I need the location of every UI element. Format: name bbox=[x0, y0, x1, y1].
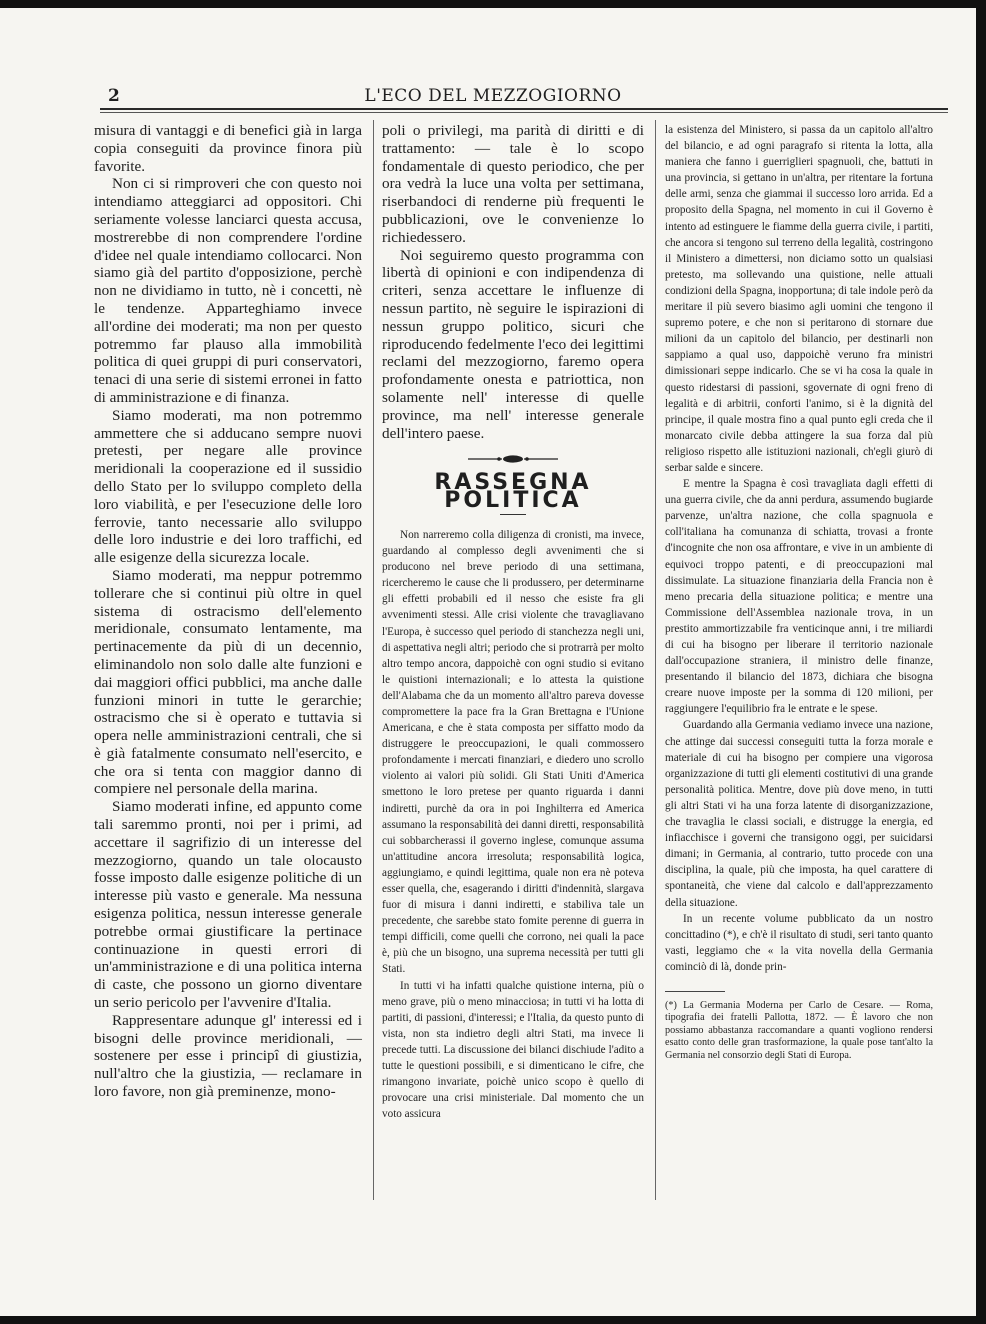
paragraph: Guardando alla Germania vediamo invece una nazione, che attinge dai successi conseguiti tutta la forza morale e materiale di cui ha bisogno per compiere una vigorosa organizzazione di tutti gli elementi costitutivi di una grande personalità politica. Mentre, dove più dove meno, in tutti gli altri Stati vi ha una forza latente di disorganizzazione, che travaglia le classi sociali, e distrugge la energia, ed infiacchisce i governi che transigono oggi, per suicidarsi dimani; in Germania, al contrario, tutto procede con una disciplina, la quale, più che imposta, ha quel carattere di spontaneità, che viene dal calcolo e dall'apprezzamento della situazione. bbox=[665, 719, 933, 909]
column-divider-1 bbox=[373, 120, 374, 1200]
scan-edge-top bbox=[0, 0, 986, 8]
article-column-1 bbox=[94, 122, 362, 1101]
section-heading: RASSEGNA POLITICA bbox=[434, 470, 592, 514]
paragraph: Non narreremo colla diligenza di cronisti, ma invece, guardando al complesso degli avvenimenti che si producono nel breve periodo di una settimana, ricercheremo le cause che li produssero, per determinarne gli effetti probabili ed il nesso che esiste fra gli avvenimenti stessi. Alle crisi violente che travagliavano l'Europa, è successo quel periodo di stanchezza negli uni, di aspettativa negli altri; periodo che si protrarrà per molto altro tempo ancora, dappoichè con ogni studio si evitano le quistioni internazionali; e lo attesta la quistione dell'Alabama che da un momento all'altro pareva dovesse compromettere la pace fra la Gran Brettagna e l'Unione Americana, e che è stata composta per siffatto modo da distruggere le preoccupazioni, le quali commossero profondamente i mercati finanziari, e diedero uno scrollo violento ai valori più solidi. Gli Stati Uniti d'America smettono le loro pretese per quanto riguarda i danni indiretti, purchè da ora in poi Inghilterra ed America assumano la responsabilità dei danni diretti, responsabilità cui sobbarcherassi il governo inglese, comunque assuma un'attitudine ancora irresoluta; responsabilità logica, aggiungiamo, e quindi legittima, quale non era nè poteva esser quella, che, esagerando i diritti d'indennità, slargava fuor di misura i danni indiretti, e stabiliva tale un precedente, che sarebbe stato fomite perenne di guerra in tempi difficili, come quelli che corrono, nei quali la pace è, più che un bisogno, una suprema necessità per tutti gli Stati. bbox=[382, 528, 644, 976]
paragraph: Rappresentare adunque gl' interessi ed i bisogni delle province meridionali, — sostenere per esse i principî di giustizia, null'altro che la giustizia, — reclamare in loro favore, non già preminenze, mono- bbox=[94, 1011, 362, 1101]
paragraph: In tutti vi ha infatti qualche quistione interna, più o meno grave, più o meno minacciosa; in tutti vi ha lotta di partiti, di passioni, d'interessi; e l'Italia, da questo punto di vista, non sta indietro degli altri Stati, ma invece li precede tutti. La discussione dei bilanci dischiude l'adito a tutte le questioni possibili, e si dimenticano le cifre, che rimangono invariate, poichè unico scopo è quello di provocare una crisi ministeriale. Dal momento che un voto assicura bbox=[382, 979, 644, 1121]
heading-underline bbox=[500, 514, 526, 515]
scan-edge-bottom bbox=[0, 1316, 986, 1324]
article-column-3 bbox=[665, 122, 933, 1062]
paragraph: Siamo moderati, ma neppur potremmo tollerare che si continui più oltre in quel sistema di ostracismo dell'elemento meridionale, consumato lentamente, ma pertinacemente da più di un decennio, eliminandolo non solo dalle alte funzioni e dai maggiori offici pubblici, ma anche dalle funzioni minori in tutte le gerarchie; ostracismo che si è operato e tuttavia si opera nelle amministrazioni centrali, che si è già fatalmente consumato nell'esercito, e che ora si tenta con maggior danno di compiere nel personale della marina. bbox=[94, 566, 362, 798]
page-number: 2 bbox=[108, 86, 120, 106]
newspaper-title: L'ECO DEL MEZZOGIORNO bbox=[364, 86, 622, 106]
paragraph: Siamo moderati, ma non potremmo ammettere che si adducano sempre nuovi pretesti, per negare alle province meridionali la cooperazione ed il sussidio dello Stato per lo sviluppo completo della loro viabilità, e per l'esecuzione delle loro ferrovie, tanto necessarie allo sviluppo delle loro industrie e dei loro traffichi, ed alle esigenze della sicurezza locale. bbox=[94, 406, 362, 567]
column-divider-2 bbox=[655, 120, 656, 1200]
paragraph: la esistenza del Ministero, si passa da un capitolo all'altro del bilancio, e ad ogni paragrafo si ritenta la lotta, alla maniera che fanno i guerriglieri spagnuoli, che, battuti in una provincia, si gettano in un'altra, per ritentare la fortuna delle armi, senza che giammai il successo loro arrida. Ed a proposito della Spagna, nel momento in cui il Governo è intento ad estinguere le fiamme della guerra civile, i partiti, che ancora si tengono sul terreno della legalità, costringono il Ministero a dimettersi, non diciamo sotto un qualsiasi pretesto, ma sollevando una quistione, nelle attuali condizioni della Spagna, inopportuna; di tale indole però da meritare il più severo biasimo agli uomini che tengono il supremo potere, e che non si peritarono di stornare due milioni da un capitolo del bilancio, per destinarli non sappiamo a qual uso, dappoichè veruno fra ministri dimissionari seppe indicarlo. Che se vi ha cosa la quale in questo ridestarsi di passioni, sgovernate di ogni freno di legalità e di arbitrii, conforti l'animo, si è la dignità del principe, il quale mostra fino a qual punto egli creda che il monarcato civile debba attingere la sua forza dal più religioso rispetto alle istituzioni nazionali, ch'egli giurò di serbar salde e sincere. bbox=[665, 124, 933, 474]
paragraph: E mentre la Spagna è così travagliata dagli effetti di una guerra civile, che da anni perdura, assumendo bugiarde parvenze, un'altra nazione, che colla spagnuola e coll'italiana ha comunanza di schiatta, trovasi a fronte d'incognite che non osa affrontare, e vive in un ambiente di equivoci troppo patenti, e di preoccupazioni mal dissimulate. La situazione finanziaria della Francia non è meno precaria della situazione politica; e mentre una Commissione dell'Assemblea nazionale trova, in un prestito ammortizzabile fra venticinque anni, i tre miliardi di cui ha bisogno per liberare il territorio nazionale dall'occupazione straniera, il ministro delle finanze, presentando il bilancio del 1873, dichiara che bisogna creare nuove imposte per la somma di 120 milioni, per raggiungere l'equilibrio fra le entrate e le spese. bbox=[665, 478, 933, 716]
rassegna-politica-text bbox=[382, 527, 644, 1122]
article-column-2 bbox=[382, 122, 644, 1122]
paragraph: misura di vantaggi e di benefici già in larga copia conseguiti da province finora più favorite. bbox=[94, 122, 362, 175]
footnote-rule bbox=[665, 991, 725, 992]
paragraph: poli o privilegi, ma parità di diritti e di trattamento: — tale è lo scopo fondamentale di questo periodico, che per ora vedrà la luce una volta per settimana, riserbandoci di renderne più frequenti le pubblicazioni, ove le convenienze lo richiedessero. bbox=[382, 122, 644, 246]
paragraph: Noi seguiremo questo programma con libertà di opinioni e con indipendenza di criteri, senza accettare le influenze di nessun partito, nè seguire le ispirazioni di nessun gruppo politico, sicuri che riproducendo fedelmente l'eco dei legittimi reclami del mezzogiorno, faremo opera profondamente onesta e patriottica, non solamente nell' interesse di quelle province, ma nell' interesse generale dell'intero paese. bbox=[382, 246, 644, 442]
paragraph: Siamo moderati infine, ed appunto come tali saremmo pronti, noi per i primi, ad accettare il sagrifizio di un interesse del mezzogiorno, quando un tale olocausto fosse imposto dalle esigenze politiche di un interesse più vasto e generale. Ma nessuna esigenza politica, nessun interesse generale potrebbe ormai giustificare la pertinace continuazione in questi errori di un'amministrazione e di una politica interna di caste, che possono un giorno diventare un serio pericolo per l'avvenire d'Italia. bbox=[94, 798, 362, 1012]
footnote: (*) La Germania Moderna per Carlo de Cesare. — Roma, tipografia dei fratelli Pallotta, 1872. — È lavoro che non possiamo abbastanza raccomandare a quanti vogliono rendersi esatto conto delle gran trasformazione, la quale pose tant'alto la Germania nel consorzio degli Stati di Europa. bbox=[665, 999, 933, 1061]
paragraph: In un recente volume pubblicato da un nostro concittadino (*), e ch'è il risultato di studi, seri tanto quanto vasti, leggiamo che « la vita novella della Germania cominciò di là, donde prin- bbox=[665, 912, 933, 973]
header-rule-thin bbox=[100, 112, 948, 113]
paragraph: Non ci si rimproveri che con questo noi intendiamo atteggiarci ad oppositori. Chi seriamente volesse lanciarci questa accusa, mostrerebbe di non comprendere l'ordine d'idee nel quale intendiamo collocarci. Non siamo già del partito d'opposizione, perchè non ne dividiamo in tutto, nè i concetti, nè le tendenze. Apparteghiamo invece all'ordine dei moderati; ma non per questo potremmo far plauso alla immobilità politica di quei gruppi di puri conservatori, tenaci di una serie di sistemi erronei in fatto di amministrazione e di finanza. bbox=[94, 175, 362, 406]
scan-edge-right bbox=[976, 0, 986, 1324]
header-rule bbox=[100, 108, 948, 110]
ornament-divider bbox=[382, 454, 644, 464]
